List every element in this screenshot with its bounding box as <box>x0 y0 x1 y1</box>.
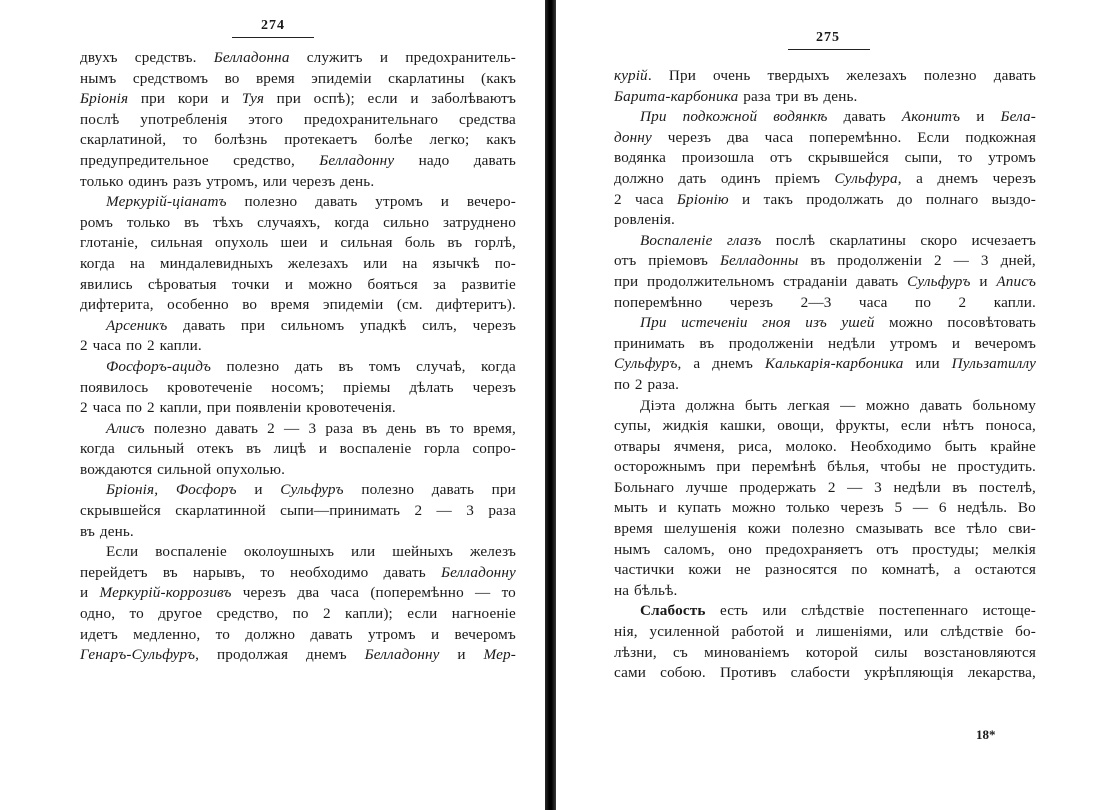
text-line: Алисъ полезно давать 2 — 3 раза въ день въ то время, <box>106 419 516 437</box>
left-page-body <box>80 48 516 666</box>
text-line: лѣзни, съ минованіемъ которой силы возстановляются <box>614 643 1036 661</box>
text-line: ромъ только въ тѣхъ случаяхъ, когда сильно затруднено <box>80 213 516 231</box>
left-page <box>0 0 548 810</box>
text-line: частички кожи не разносятся по комнатѣ, а остаются <box>614 561 1036 579</box>
text-line: При подкожной водянкѣ давать Аконитъ и Бела- <box>640 108 1036 126</box>
text-line: Сульфуръ, а днемъ Калькарія-карбоника или Пульзатиллу <box>614 355 1036 373</box>
text-line: принимать въ продолженіи недѣли утромъ и вечеромъ <box>614 334 1036 352</box>
text-line: когда сильный отекъ въ лицѣ и воспаленіе горла сопро- <box>80 440 516 458</box>
right-page <box>556 0 1100 810</box>
text-line: отъ пріемовъ Белладонны въ продолженіи 2 — 3 дней, <box>614 252 1036 270</box>
text-line: 2 часа по 2 капли. <box>80 337 202 355</box>
text-line: дифтерита, особенно во время эпидеміи (см. дифтеритъ). <box>80 296 516 314</box>
text-line: Бріонія при кори и Туя при оспѣ); если и заболѣваютъ <box>80 90 516 108</box>
right-page-body <box>614 66 1036 684</box>
text-line: водянка произошла отъ скрывшейся сыпи, то утромъ <box>614 149 1036 167</box>
text-line: Меркурій-ціанатъ полезно давать утромъ и вечеро- <box>106 193 516 211</box>
text-line: двухъ средствъ. Белладонна служитъ и предохранитель- <box>80 49 516 66</box>
text-line: курій. При очень твердыхъ железахъ полезно давать <box>614 67 1036 84</box>
text-line: Слабость есть или слѣдствіе постепеннаго истоще- <box>640 602 1036 620</box>
text-line: При истеченіи гноя изъ ушей можно посовѣтовать <box>640 314 1036 332</box>
text-line: при продолжительномъ страданіи давать Сульфуръ и Аписъ <box>614 272 1036 290</box>
signature-mark: 18* <box>976 727 996 742</box>
text-line: идетъ медленно, то должно давать утромъ и вечеромъ <box>80 625 516 643</box>
text-line: поперемѣнно черезъ 2—3 часа по 2 капли. <box>614 293 1036 311</box>
book-gutter <box>545 0 556 810</box>
page-number-rule-right <box>788 49 870 50</box>
text-line: Діэта должна быть легкая — можно давать больному <box>640 396 1036 414</box>
text-line: Больнаго лучше продержать 2 — 3 недѣли въ постелѣ, <box>614 478 1036 496</box>
text-line: донну черезъ два часа поперемѣнно. Если подкожная <box>614 128 1036 146</box>
text-line: Генаръ-Сульфуръ, продолжая днемъ Белладонну и Мер- <box>80 646 516 664</box>
text-line: когда на миндалевидныхъ железахъ или на язычкѣ по- <box>80 254 516 272</box>
text-line: мыть и купать можно только черезъ 5 — 6 недѣль. Во <box>614 499 1036 517</box>
text-line: осторожнымъ при перемѣнѣ бѣлья, чтобы не простудить. <box>614 458 1036 476</box>
text-line: послѣ употребленія этого предохранительнаго средства <box>80 110 516 128</box>
text-line: отвары ячменя, риса, молоко. Необходимо быть крайне <box>614 437 1036 455</box>
text-line: Арсеникъ давать при сильномъ упадкѣ силъ, черезъ <box>106 316 516 334</box>
text-line: должно дать одинъ пріемъ Сульфура, а днемъ черезъ <box>614 169 1036 187</box>
text-line: супы, жидкія кашки, овощи, фрукты, если нѣтъ поноса, <box>614 417 1036 435</box>
text-line: явились сѣроватыя точки и можно бояться за развитіе <box>80 275 516 293</box>
text-line: перейдетъ въ нарывъ, то необходимо давать Белладонну <box>80 563 516 581</box>
text-line: 2 часа по 2 капли, при появленіи кровотеченія. <box>80 399 396 417</box>
text-line: нымъ саломъ, оно предохраняетъ отъ простуды; мелкія <box>614 540 1036 558</box>
text-line: скрывшейся скарлатинной сыпи—принимать 2 — 3 раза <box>80 502 516 520</box>
text-line: Бріонія, Фосфоръ и Сульфуръ полезно давать при <box>106 481 516 499</box>
text-line: вождаются сильной опухолью. <box>80 460 286 478</box>
text-line: только одинъ разъ утромъ, или черезъ день. <box>80 172 375 190</box>
page-number-rule-left <box>232 37 314 38</box>
text-line: нымъ средствомъ во время эпидеміи скарлатины (какъ <box>80 69 516 87</box>
text-line: ровленія. <box>614 211 675 229</box>
text-line: сами собою. Противъ слабости укрѣпляющія лекарства, <box>614 664 1036 682</box>
text-line: по 2 раза. <box>614 375 680 393</box>
text-line: въ день. <box>80 522 134 540</box>
text-line: Барита-карбоника раза три въ день. <box>614 87 858 105</box>
text-line: на бѣльѣ. <box>614 581 678 599</box>
text-line: 2 часа Бріонію и такъ продолжать до полнаго выздо- <box>614 190 1036 208</box>
text-line: Фосфоръ-ацидъ полезно дать въ томъ случаѣ, когда <box>106 357 516 375</box>
text-line: нія, усиленной работой и лишеніями, или слѣдствіе бо- <box>614 623 1036 641</box>
text-line: глотаніе, сильная опухоль шеи и сильная боль въ горлѣ, <box>80 234 516 252</box>
text-line: Воспаленіе глазъ послѣ скарлатины скоро исчезаетъ <box>640 231 1036 249</box>
text-line: время шелушенія кожи полезно смазывать все тѣло сви- <box>614 520 1036 538</box>
text-line: Если воспаленіе околоушныхъ или шейныхъ железъ <box>106 543 516 561</box>
text-line: и Меркурій-коррозивъ черезъ два часа (поперемѣнно — то <box>80 584 516 602</box>
text-line: скарлатиной, то болѣзнь протекаетъ болѣе легко; какъ <box>80 131 516 149</box>
text-line: одно, то другое средство, по 2 капли); если нагноеніе <box>80 605 516 623</box>
page-number-right: 275 <box>816 30 840 45</box>
text-line: появилось кровотеченіе носомъ; пріемы дѣлать черезъ <box>80 378 516 396</box>
text-line: предупредительное средство, Белладонну надо давать <box>80 151 516 169</box>
page-number-left: 274 <box>261 18 285 33</box>
